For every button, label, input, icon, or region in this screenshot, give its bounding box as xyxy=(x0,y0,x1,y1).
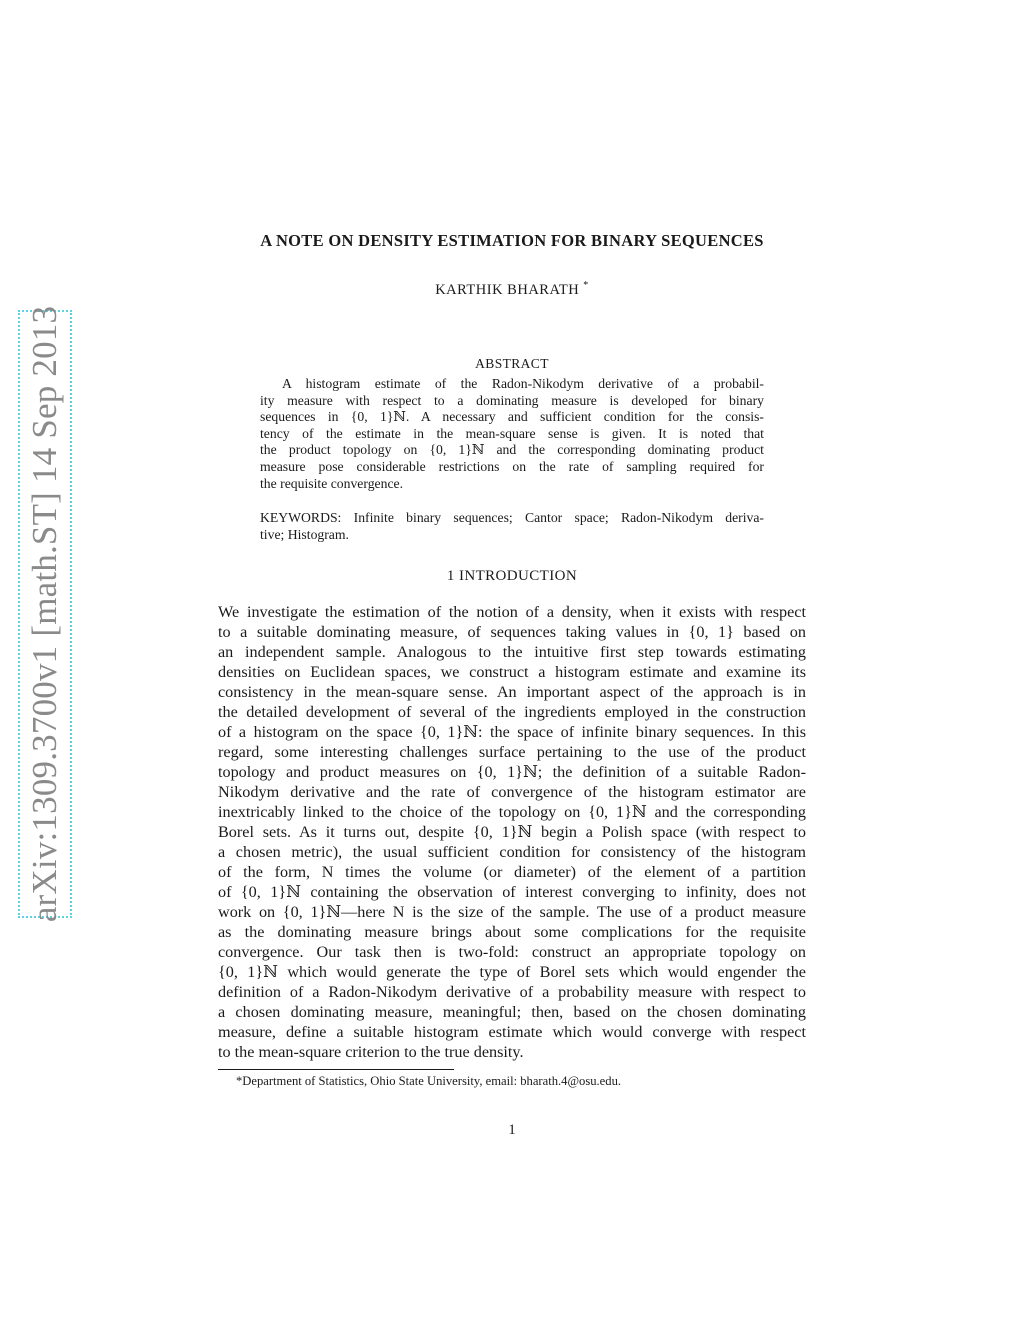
keywords-line: KEYWORDS: Infinite binary sequences; Cantor space; Radon-Nikodym deriva- xyxy=(260,510,764,525)
arxiv-stamp xyxy=(18,305,72,923)
paper-title: A NOTE ON DENSITY ESTIMATION FOR BINARY SEQUENCES xyxy=(260,231,764,250)
abstract-heading: ABSTRACT xyxy=(475,356,549,371)
body-line: consistency in the mean-square sense. An important aspect of the approach is in xyxy=(218,683,806,701)
abstract-line: A histogram estimate of the Radon-Nikodym derivative of a probabil- xyxy=(282,376,764,391)
introduction-body xyxy=(218,602,806,1062)
body-line: topology and product measures on {0, 1}ℕ; the definition of a suitable Radon- xyxy=(218,763,806,781)
body-line: definition of a Radon-Nikodym derivative of a probability measure with respect to xyxy=(218,983,806,1001)
abstract-line: the requisite convergence. xyxy=(260,475,404,491)
body-line: the detailed development of several of the ingredients employed in the construction xyxy=(218,703,806,721)
body-line: Borel sets. As it turns out, despite {0, 1}ℕ begin a Polish space (with respect to xyxy=(218,823,806,841)
body-line: convergence. Our task then is two-fold: construct an appropriate topology on xyxy=(218,943,806,961)
body-line: of {0, 1}ℕ containing the observation of interest converging to infinity, does not xyxy=(218,883,806,901)
arxiv-identifier: arXiv:1309.3700v1 [math.ST] 14 Sep 2013 xyxy=(25,305,64,923)
body-line: an independent sample. Analogous to the intuitive first step towards estimating xyxy=(218,643,806,661)
author-line xyxy=(0,280,1024,299)
author-footnote-mark: * xyxy=(583,280,589,291)
footnote: *Department of Statistics, Ohio State University, email: bharath.4@osu.edu. xyxy=(236,1074,622,1088)
body-line: a chosen metric), the usual sufficient condition for consistency of the histogram xyxy=(218,843,806,861)
body-line: to a suitable dominating measure, of sequences taking values in {0, 1} based on xyxy=(218,623,806,641)
abstract-line: sequences in {0, 1}ℕ. A necessary and sufficient condition for the consis- xyxy=(260,409,764,425)
body-line: measure, define a suitable histogram estimate which would converge with respect xyxy=(218,1023,806,1041)
body-line: We investigate the estimation of the notion of a density, when it exists with respect xyxy=(218,603,806,621)
body-line: a chosen dominating measure, meaningful; then, based on the chosen dominating xyxy=(218,1003,806,1021)
body-line: of a histogram on the space {0, 1}ℕ: the space of infinite binary sequences. In this xyxy=(218,723,806,741)
body-line: as the dominating measure brings about some complications for the requisite xyxy=(218,923,806,941)
body-line: {0, 1}ℕ which would generate the type of Borel sets which would engender the xyxy=(218,963,806,981)
footnote-divider xyxy=(218,1069,454,1070)
abstract-line: tency of the estimate in the mean-square sense is given. It is noted that xyxy=(260,425,764,441)
keywords-line: tive; Histogram. xyxy=(260,526,349,542)
body-line: Nikodym derivative and the rate of convergence of the histogram estimator are xyxy=(218,783,806,801)
author-name: KARTHIK BHARATH xyxy=(435,281,580,298)
body-line: of the form, N times the volume (or diameter) of the element of a partition xyxy=(218,863,806,881)
abstract-line: the product topology on {0, 1}ℕ and the corresponding dominating product xyxy=(260,442,764,458)
abstract-line: measure pose considerable restrictions on the rate of sampling required for xyxy=(260,458,764,474)
abstract-line: ity measure with respect to a dominating measure is developed for binary xyxy=(260,392,764,408)
abstract-body xyxy=(260,376,764,492)
body-line: inextricably linked to the choice of the topology on {0, 1}ℕ and the corresponding xyxy=(218,803,806,821)
body-line: to the mean-square criterion to the true density. xyxy=(218,1043,524,1061)
section-heading: 1 INTRODUCTION xyxy=(446,568,578,584)
keywords xyxy=(260,510,764,543)
body-line: densities on Euclidean spaces, we construct a histogram estimate and examine its xyxy=(218,663,806,681)
body-line: regard, some interesting challenges surface pertaining to the use of the product xyxy=(218,743,806,761)
page-number: 1 xyxy=(508,1122,516,1138)
body-line: work on {0, 1}ℕ—here N is the size of the sample. The use of a product measure xyxy=(218,903,806,921)
